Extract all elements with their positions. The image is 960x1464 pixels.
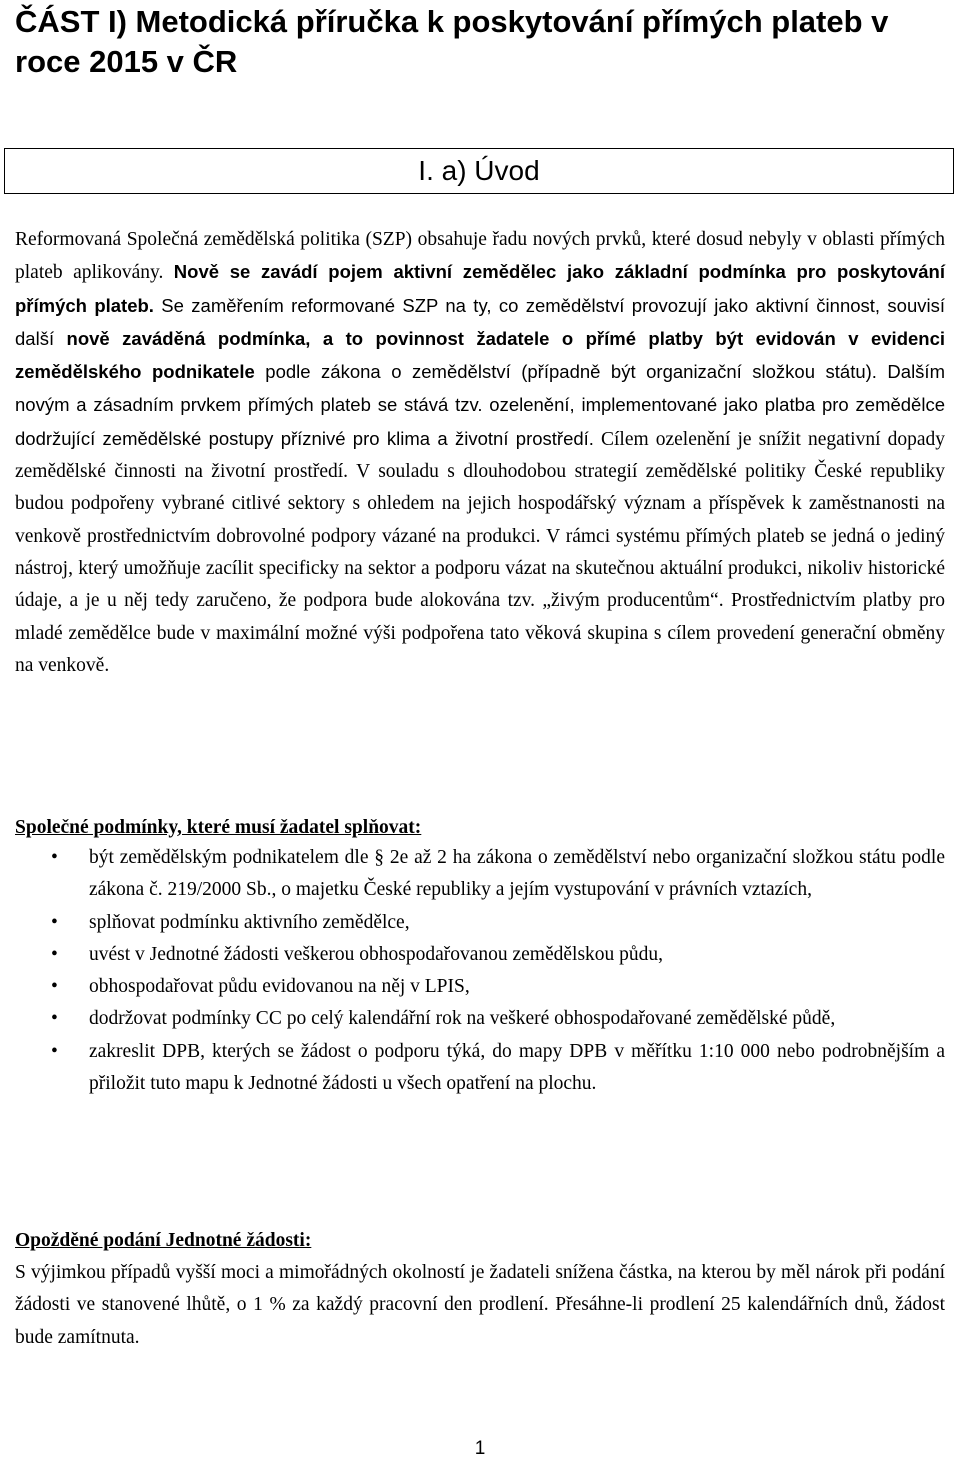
conditions-list	[15, 842, 945, 1100]
page-number: 1	[474, 1438, 486, 1459]
intro-paragraph	[15, 224, 945, 682]
bullet-icon: •	[51, 1008, 58, 1030]
bullet-icon: •	[51, 976, 58, 998]
intro-sentence-1: Reformovaná Společná zemědělská politika (SZP) obsahuje řadu nových prvků, které dosud nebyly v oblasti přímých plateb aplikovány.	[15, 229, 945, 284]
section-heading: I. a) Úvod	[4, 148, 954, 194]
intro-bold-active-farmer: Nově se zavádí pojem aktivní zemědělec jako základní podmínka pro poskytování přímých plateb.	[15, 261, 945, 316]
intro-sentence-3: Se zaměřením reformované SZP na ty, co zemědělství provozují jako aktivní činnost, souvisí další	[15, 294, 945, 349]
list-item: • obhospodařovat půdu evidovanou na něj v LPIS,	[15, 971, 945, 1003]
bullet-icon: •	[51, 943, 58, 965]
late-submission-paragraph: S výjimkou případů vyšší moci a mimořádných okolností je žadateli snížena částka, na kterou by měl nárok při podání žádosti ve stanovené lhůtě, o 1 % za každý pracovní den prodlení. Přesáhne-li prodlení 25 kalendářních dnů, žádost bude zamítnuta.	[15, 1262, 945, 1348]
bullet-icon: •	[51, 911, 58, 933]
list-item: • uvést v Jednotné žádosti veškerou obhospodařovanou zemědělskou půdu,	[15, 939, 945, 971]
bullet-icon: •	[51, 847, 58, 868]
intro-sentence-5: podle zákona o zemědělství (případně být organizační složkou státu). Dalším novým a zásadním prvkem přímých plateb se stává tzv. ozelenění, implementované jako platba pro zemědělce dodržující zemědělské postupy příznivé pro klima a životní prostředí.	[15, 361, 945, 449]
bullet-icon: •	[51, 1040, 58, 1062]
conditions-heading: Společné podmínky, které musí žadatel splňovat:	[15, 817, 422, 838]
intro-bold-new-condition: nově zaváděná podmínka, a to povinnost žadatele o přímé platby být evidován v evidenci zemědělského podnikatele	[15, 327, 946, 383]
list-item: • splňovat podmínku aktivního zemědělce,	[15, 907, 945, 939]
page-title: ČÁST I) Metodická příručka k poskytování přímých plateb v roce 2015 v ČR	[15, 4, 889, 79]
list-item: • zakreslit DPB, kterých se žádost o podporu týká, do mapy DPB v měřítku 1:10 000 nebo podrobnějším a přiložit tuto mapu k Jednotné žádosti u všech opatření na plochu.	[15, 1036, 945, 1101]
intro-sentence-6: Cílem ozelenění je snížit negativní dopady zemědělské činnosti na životní prostředí. V souladu s dlouhodobou strategií zemědělské politiky České republiky budou podpořeny vybrané citlivé sektory s ohledem na jejich hospodářský význam a příspěvek k zaměstnanosti na venkově prostřednictvím dobrovolné podpory vázané na produkci. V rámci systému přímých plateb se jedná o jediný nástroj, který umožňuje zacílit specificky na sektor a podporu vázat na skutečnou aktuální produkci, nikoliv historické údaje, a je u něj tedy zaručeno, že podpora bude alokována tzv. „živým producentům“. Prostřednictvím platby pro mladé zemědělce bude v maximální možné výši podpořena tato věková skupina s cílem provedení generační obměny na venkově.	[15, 428, 945, 676]
list-item: • dodržovat podmínky CC po celý kalendářní rok na veškeré obhospodařované zemědělské půdě,	[15, 1003, 945, 1035]
late-submission-heading: Opožděné podání Jednotné žádosti:	[15, 1230, 312, 1251]
list-item: • být zemědělským podnikatelem dle § 2e až 2 ha zákona o zemědělství nebo organizační složkou státu podle zákona č. 219/2000 Sb., o majetku České republiky a jejím vystupování v právních vztazích,	[15, 842, 945, 907]
